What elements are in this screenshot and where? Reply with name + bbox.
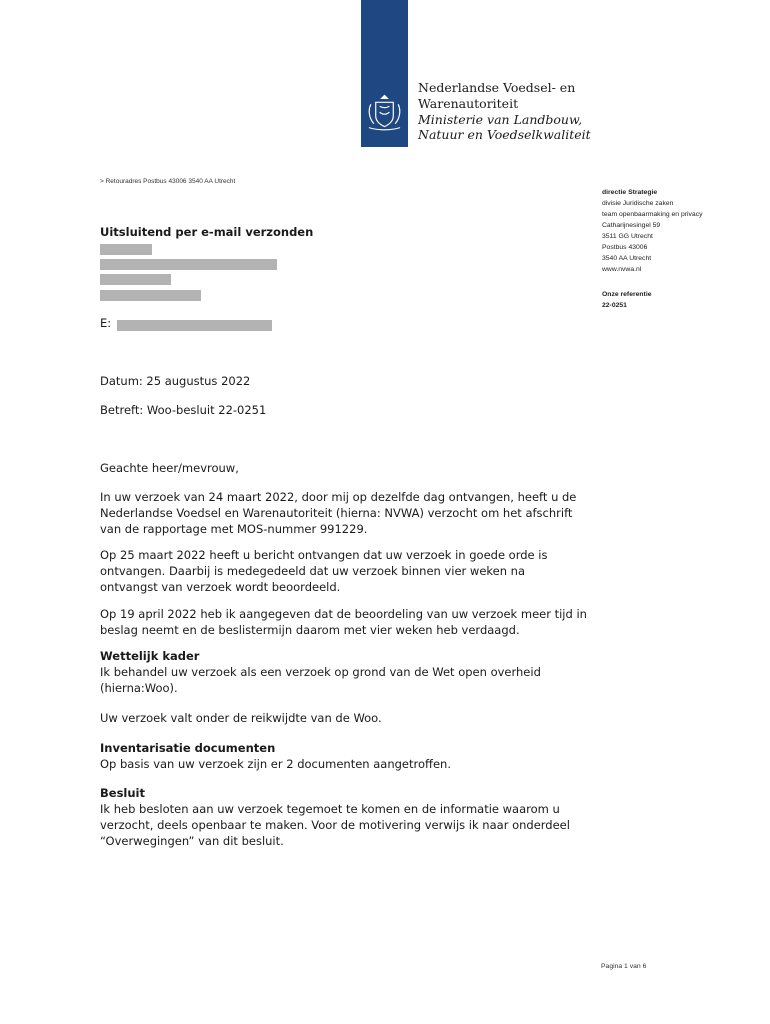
org-line-1: Nederlandse Voedsel- en: [418, 80, 576, 95]
redacted-block: [100, 290, 201, 301]
reference-value: 22-0251: [602, 302, 627, 309]
section-heading: Wettelijk kader: [100, 649, 200, 663]
coat-of-arms-icon: [365, 92, 404, 134]
section-heading: Inventarisatie documenten: [100, 741, 276, 755]
sender-line: 3540 AA Utrecht: [602, 255, 652, 262]
redacted-block: [100, 274, 171, 285]
logo-bar: [361, 0, 408, 147]
email-label: E:: [100, 316, 112, 330]
paragraph: Uw verzoek valt onder de reikwijdte van de Woo.: [100, 711, 382, 725]
organization-name: [418, 80, 591, 142]
redacted-email: [117, 320, 272, 331]
sender-line: team openbaarmaking en privacy: [602, 211, 703, 218]
sender-department: directie Strategie: [602, 189, 658, 196]
section-heading: Besluit: [100, 786, 145, 800]
sender-line: Postbus 43006: [602, 244, 648, 251]
sender-line: Catharijnesingel 59: [602, 222, 661, 229]
sender-details: [602, 187, 703, 311]
org-line-3: Ministerie van Landbouw,: [418, 112, 583, 127]
sender-line: divisie Juridische zaken: [602, 200, 674, 207]
subject-line: Betreft: Woo-besluit 22-0251: [100, 403, 267, 417]
sender-website: www.nvwa.nl: [602, 266, 642, 273]
return-address: > Retouradres Postbus 43006 3540 AA Utrecht: [100, 178, 236, 185]
paragraph: In uw verzoek van 24 maart 2022, door mij op dezelfde dag ontvangen, heeft u de Nederlandse Voedsel en Warenautoriteit (hierna: NVWA) verzocht om het afschrift van de rapportage met MOS-nummer 991229.: [100, 490, 577, 536]
org-line-4: Natuur en Voedselkwaliteit: [418, 127, 591, 142]
paragraph: Op basis van uw verzoek zijn er 2 documenten aangetroffen.: [100, 757, 451, 771]
org-line-2: Warenautoriteit: [418, 96, 519, 111]
paragraph: Ik heb besloten aan uw verzoek tegemoet te komen en de informatie waarom u verzocht, deels openbaar te maken. Voor de motivering verwijs ik naar onderdeel “Overwegingen” van dit besluit.: [100, 802, 570, 848]
paragraph: Op 25 maart 2022 heeft u bericht ontvangen dat uw verzoek in goede orde is ontvangen. Daarbij is medegedeeld dat uw verzoek binnen vier weken na ontvangst van verzoek wordt beoordeeld.: [100, 548, 548, 594]
reference-label: Onze referentie: [602, 291, 652, 298]
recipient-title: Uitsluitend per e-mail verzonden: [100, 225, 314, 239]
paragraph: Ik behandel uw verzoek als een verzoek op grond van de Wet open overheid (hierna:Woo).: [100, 665, 541, 695]
sender-line: 3511 GG Utrecht: [602, 233, 653, 240]
page-number: Pagina 1 van 6: [601, 963, 647, 970]
date-line: Datum: 25 augustus 2022: [100, 374, 251, 388]
salutation: Geachte heer/mevrouw,: [100, 461, 239, 475]
redacted-block: [100, 244, 152, 255]
redacted-block: [100, 259, 277, 270]
paragraph: Op 19 april 2022 heb ik aangegeven dat de beoordeling van uw verzoek meer tijd in beslag neemt en de beslistermijn daarom met vier weken heb verdaagd.: [100, 607, 587, 637]
